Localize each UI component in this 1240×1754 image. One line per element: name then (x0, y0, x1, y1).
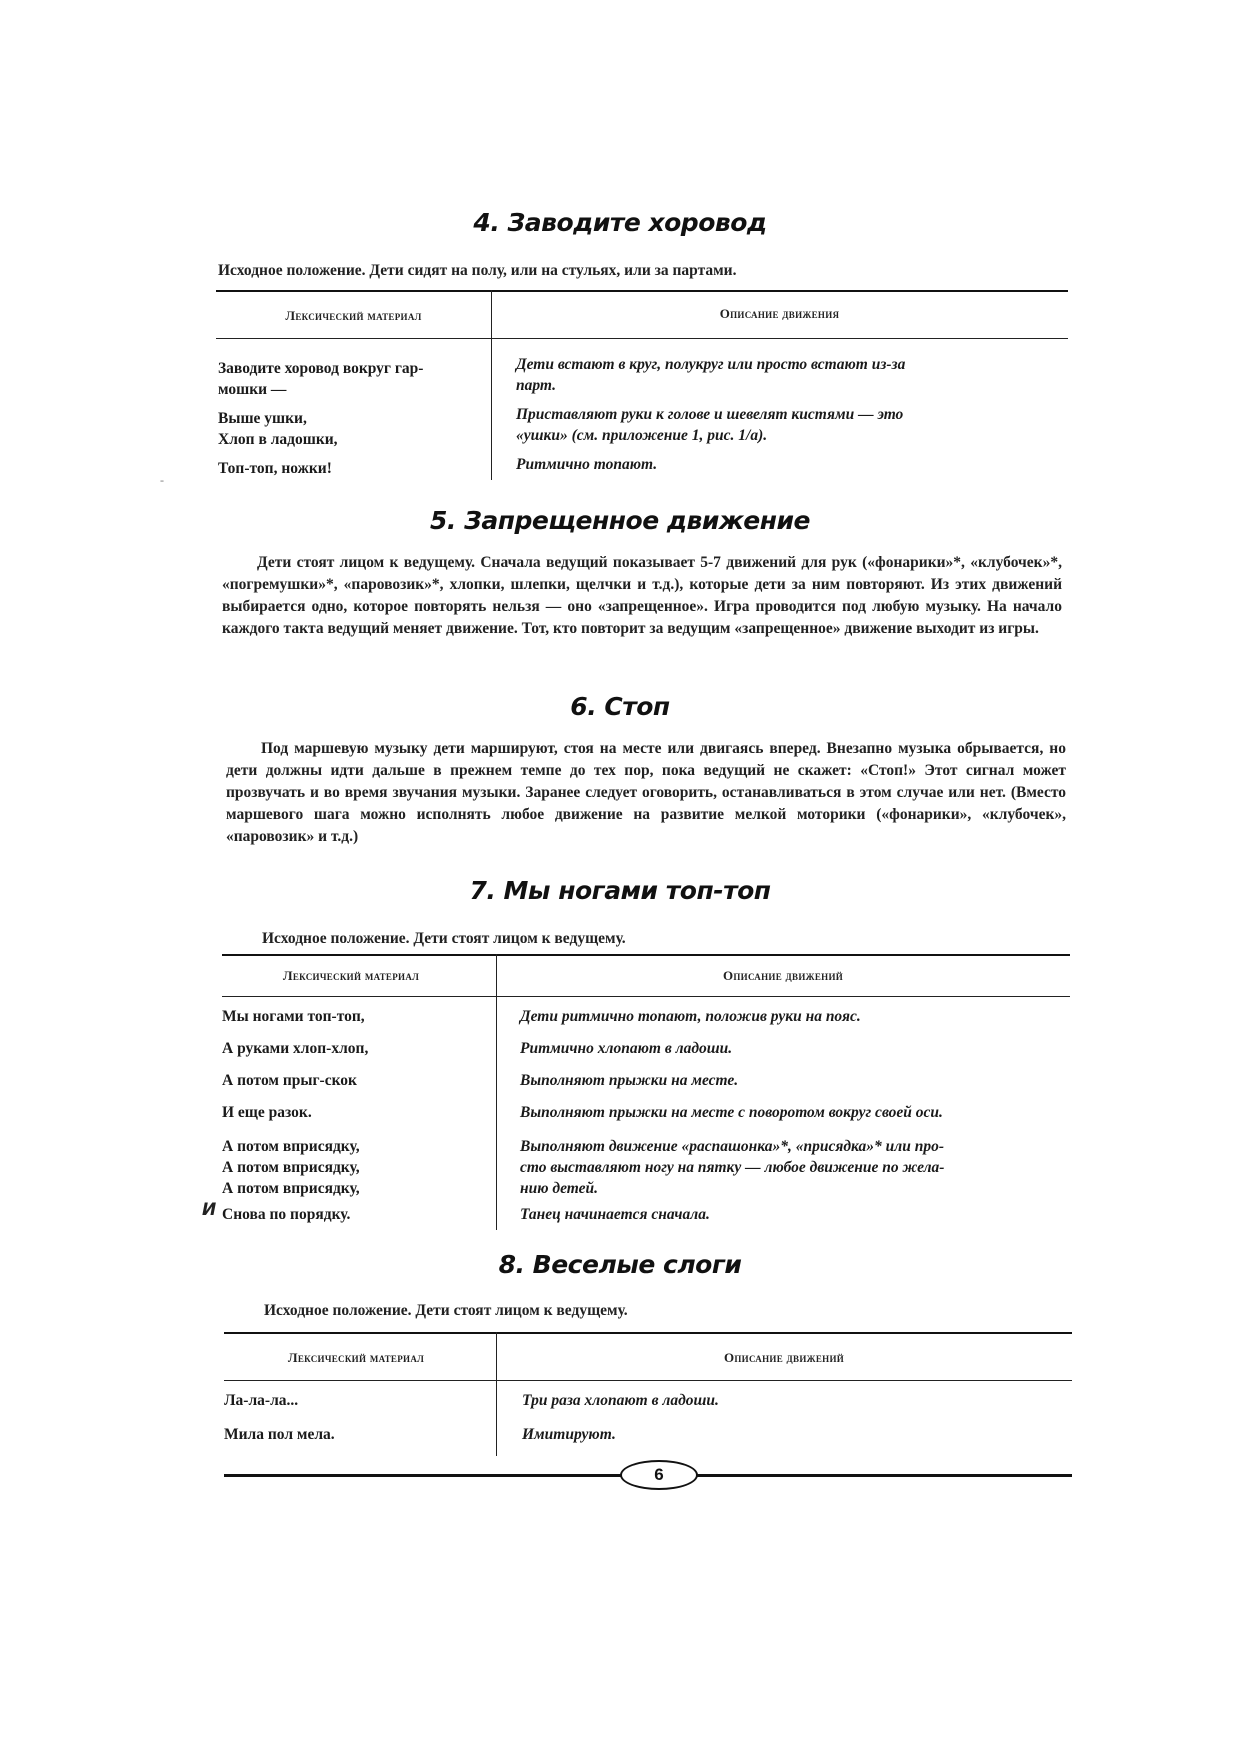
table-row-5-desc: Выполняют движение «распашонка»*, «присядка»* или про- сто выставляют ногу на пятку — любое движение по жела- нию детей. (520, 1138, 945, 1197)
section-4-title: 4. Заводите хоровод (473, 208, 767, 237)
table-row-3-desc: Ритмично топают. (516, 456, 658, 473)
table-column-divider (496, 954, 497, 1230)
table-header-rule (222, 996, 1070, 997)
table-row-2-lex: Выше ушки, Хлоп в ладошки, (218, 410, 338, 448)
header-lexical-material: Лексический материал (287, 1350, 425, 1365)
section-4-table (216, 290, 1068, 480)
section-5-title: 5. Запрещенное движение (430, 506, 810, 535)
section-6-title: 6. Стоп (570, 692, 670, 721)
table-row-2-lex: А руками хлоп-хлоп, (222, 1040, 369, 1057)
table-header-rule (216, 338, 1068, 339)
header-lexical-material: Лексический материал (285, 308, 422, 323)
table-row-4-desc: Выполняют прыжки на месте с поворотом вокруг своей оси. (520, 1104, 943, 1121)
table-row-1-lex: Ла-ла-ла... (224, 1392, 299, 1409)
table-row-2-desc: Ритмично хлопают в ладоши. (520, 1040, 733, 1057)
table-row-1-lex: Мы ногами топ-топ, (222, 1008, 365, 1025)
table-top-rule (224, 1332, 1072, 1334)
section-8-table (224, 1332, 1072, 1456)
page-number: 6 (620, 1460, 698, 1490)
header-movement-description: Описание движений (723, 1350, 845, 1365)
table-row-1-desc: Дети встают в круг, полукруг или просто встают из-за парт. (516, 356, 906, 394)
section-8-title: 8. Веселые слоги (498, 1250, 742, 1279)
table-row-2-desc: Приставляют руки к голове и шевелят кистями — это «ушки» (см. приложение 1, рис. 1/а). (516, 406, 904, 444)
table-row-2-lex: Мила пол мела. (224, 1426, 335, 1443)
footer-line-left (224, 1474, 624, 1477)
table-header-rule (224, 1380, 1072, 1381)
section-6-paragraph: Под маршевую музыку дети маршируют, стоя на месте или двигаясь вперед. Внезапно музыка обрывается, но дети должны идти дальше в прежнем темпе до тех пор, пока ведущий не скажет: «Стоп!» Этот сигнал может прозвучать и во время звучания музыки. Заранее следует оговорить, останавливаться в этом случае или нет. (Вместо маршевого шага можно исполнять любое движение на развитие мелкой моторики («фонарики», «клубочек», «паровозик» и т.д.) (226, 740, 1066, 845)
table-row-4-lex: И еще разок. (222, 1104, 312, 1121)
section-4-intro: Исходное положение. Дети сидят на полу, или на стульях, или за партами. (218, 262, 737, 279)
scan-dot: - (160, 473, 164, 487)
table-row-6-desc: Танец начинается сначала. (520, 1206, 710, 1223)
section-7-intro: Исходное положение. Дети стоят лицом к ведущему. (262, 930, 626, 947)
footer-line-right (690, 1474, 1072, 1477)
section-5-paragraph: Дети стоят лицом к ведущему. Сначала ведущий показывает 5-7 движений для рук («фонарики»*, «клубочек»*, «погремушки»*, «паровозик»*, хлопки, шлепки, щелчки и т.д.), которые дети за ним повторяют. Из этих движений выбирается одно, которое повторять нельзя — оно «запрещенное». Игра проводится под любую музыку. На начало каждого такта ведущий меняет движение. Тот, кто повторит за ведущим «запрещенное» движение выходит из игры. (222, 554, 1062, 637)
table-row-3-lex: А потом прыг-скок (222, 1072, 357, 1089)
handwritten-margin-mark: И (202, 1200, 217, 1220)
table-top-rule (216, 290, 1068, 292)
section-8-intro: Исходное положение. Дети стоят лицом к ведущему. (264, 1302, 628, 1319)
table-row-1-lex: Заводите хоровод вокруг гар- мошки — (218, 360, 424, 398)
section-7-table (222, 954, 1070, 1230)
table-row-1-desc: Дети ритмично топают, положив руки на пояс. (520, 1008, 861, 1025)
table-row-3-desc: Выполняют прыжки на месте. (520, 1072, 739, 1089)
table-row-6-lex: Снова по порядку. (222, 1206, 351, 1223)
section-7-title: 7. Мы ногами топ-топ (469, 876, 771, 905)
header-movement-description: Описание движений (722, 968, 844, 983)
table-row-2-desc: Имитируют. (522, 1426, 616, 1443)
table-top-rule (222, 954, 1070, 956)
table-row-1-desc: Три раза хлопают в ладоши. (522, 1392, 719, 1409)
header-lexical-material: Лексический материал (282, 968, 420, 983)
table-row-3-lex: Топ-топ, ножки! (218, 460, 332, 477)
table-row-5-lex: А потом вприсядку, А потом вприсядку, А потом вприсядку, (222, 1138, 360, 1197)
header-movement-description: Описание движения (719, 306, 840, 321)
